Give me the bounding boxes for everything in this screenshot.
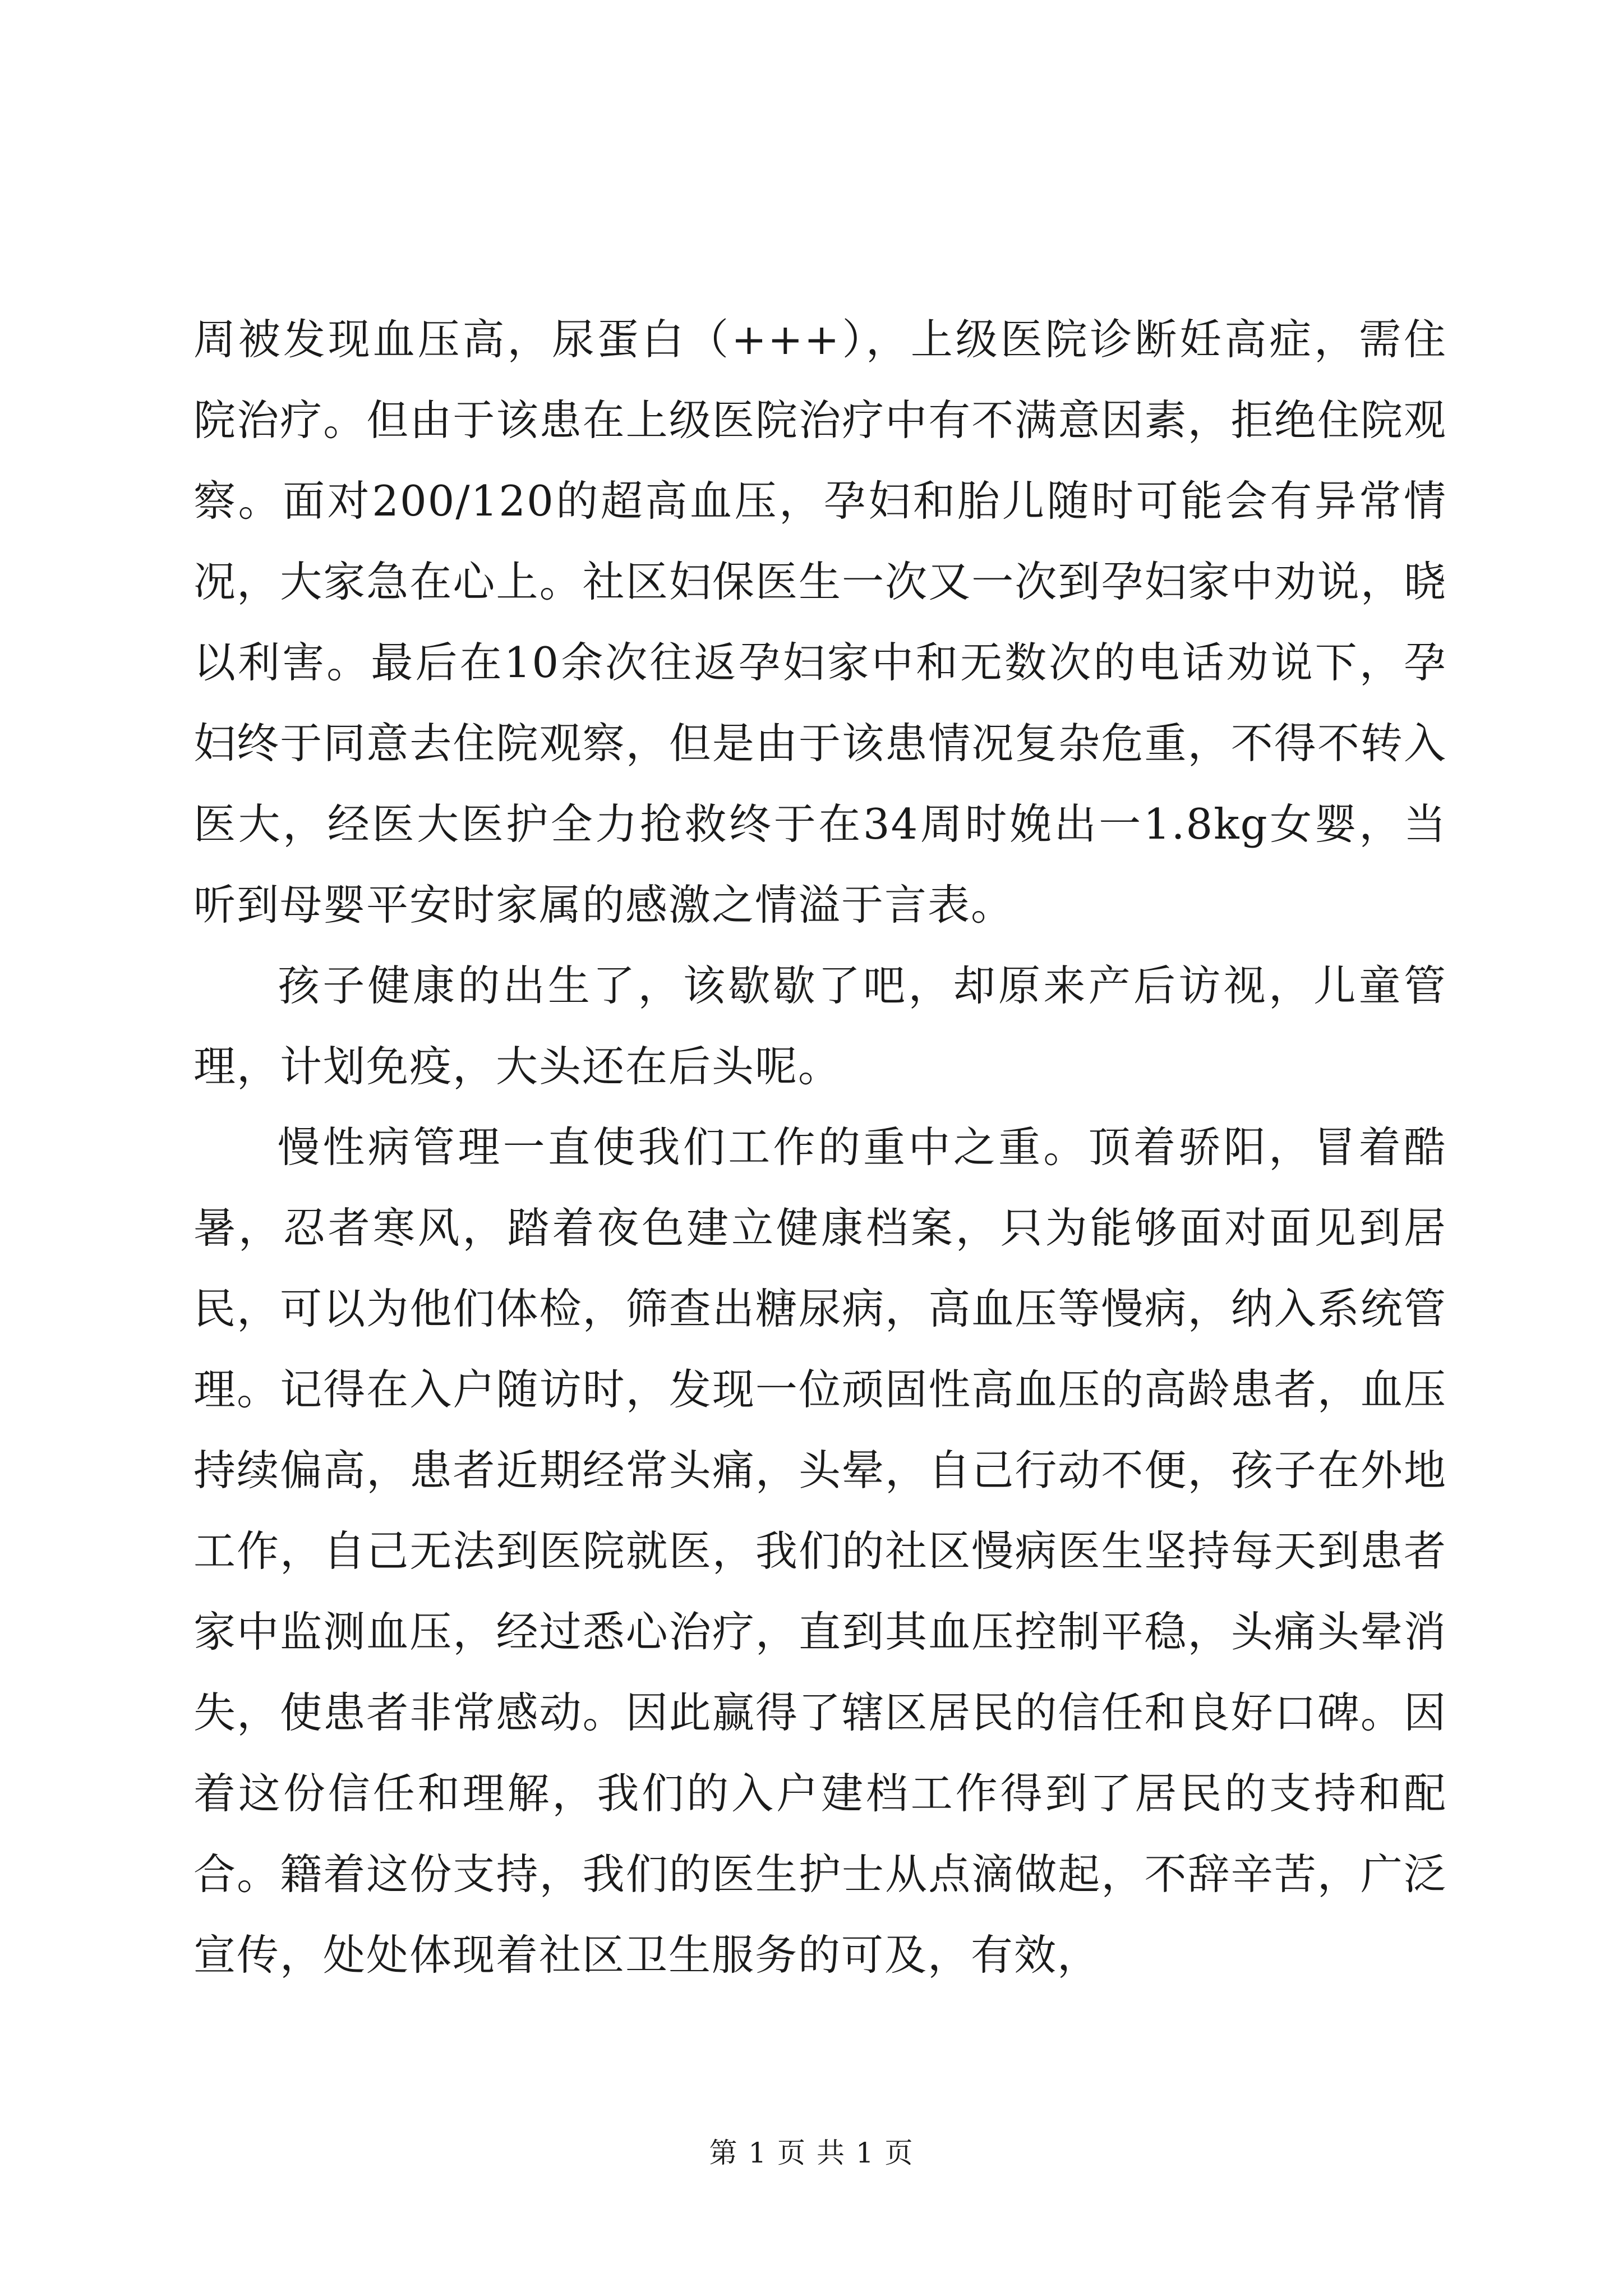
page-footer: 第 1 页 共 1 页 [709,2137,914,2169]
paragraph-2: 孩子健康的出生了，该歇歇了吧，却原来产后访视，儿童管理，计划免疫，大头还在后头呢。 [193,961,1447,1091]
paragraph-3: 慢性病管理一直使我们工作的重中之重。顶着骄阳，冒着酷暑，忍者寒风，踏着夜色建立健康档案，只为能够面对面见到居民，可以为他们体检，筛查出糖尿病，高血压等慢病，纳入系统管理。记得在入户随访时，发现一位顽固性高血压的高龄患者，血压持续偏高，患者近期经常头痛，头晕，自己行动不便，孩子在外地工作，自己无法到医院就医，我们的社区慢病医生坚持每天到患者家中监测血压，经过悉心治疗，直到其血压控制平稳，头痛头晕消失，使患者非常感动。因此赢得了辖区居民的信任和良好口碑。因着这份信任和理解，我们的入户建档工作得到了居民的支持和配合。籍着这份支持，我们的医生护士从点滴做起，不辞辛苦，广泛宣传，处处体现着社区卫生服务的可及，有效， [193,1122,1447,1980]
paragraph-1: 周被发现血压高，尿蛋白（+++），上级医院诊断妊高症，需住院治疗。但由于该患在上级医院治疗中有不满意因素，拒绝住院观察。面对200/120的超高血压，孕妇和胎儿随时可能会有异常情况，大家急在心上。社区妇保医生一次又一次到孕妇家中劝说，晓以利害。最后在10余次往返孕妇家中和无数次的电话劝说下，孕妇终于同意去住院观察，但是由于该患情况复杂危重，不得不转入医大，经医大医护全力抢救终于在34周时娩出一1.8kg女婴，当听到母婴平安时家属的感激之情溢于言表。 [193,315,1447,930]
document-body [193,299,1447,1995]
